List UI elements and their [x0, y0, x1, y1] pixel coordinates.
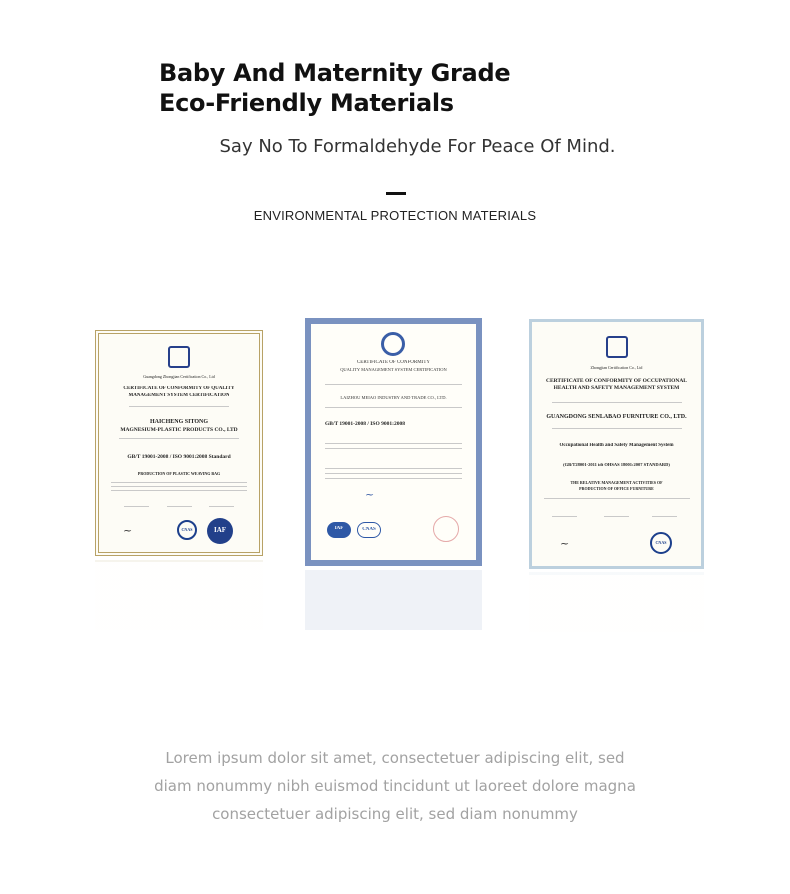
headline-line-2: Eco-Friendly Materials	[159, 89, 454, 117]
signature: ~	[560, 537, 570, 550]
cnas-seal-icon: CNAS	[650, 532, 672, 554]
paragraph-line-1: Lorem ipsum dolor sit amet, consectetuer adipiscing elit, sed	[165, 749, 625, 767]
signature: ~	[123, 524, 133, 537]
iaf-seal-icon: IAF	[327, 522, 351, 538]
cnas-seal-icon: CNAS	[177, 520, 197, 540]
certificate-title-line-1: CERTIFICATE OF CONFORMITY OF QUALITY	[123, 386, 235, 391]
certificate-company-line-1: HAICHENG SITONG	[149, 419, 209, 425]
certificate-reflection-3	[529, 572, 704, 632]
certificate-title-line-2: QUALITY MANAGEMENT SYSTEM CERTIFICATION	[340, 367, 447, 372]
divider-dash	[386, 192, 406, 195]
certificate-standard: GB/T 19001-2008 / ISO 9001:2008	[325, 421, 405, 427]
certificate-issuer: Zhongjian Certification Co., Ltd	[590, 365, 643, 370]
emblem-icon	[381, 332, 405, 356]
certification-logo-icon	[168, 346, 190, 368]
headline	[159, 58, 639, 118]
certificate-reflection-2	[305, 570, 482, 630]
certificate-standard: GB/T 19001-2008 / ISO 9001:2008 Standard	[127, 454, 231, 460]
certificate-title-line-1: CERTIFICATE OF CONFORMITY	[356, 360, 431, 365]
certificate-scope-line-2: PRODUCTION OF OFFICE FURNITURE	[579, 486, 654, 491]
certificate-scope: THE RELATIVE MANAGEMENT ACTIVITIES OF	[570, 480, 663, 485]
certificate-system: Occupational Health and Safety Management System	[559, 443, 674, 448]
headline-line-1: Baby And Maternity Grade	[159, 59, 511, 87]
subtitle: Say No To Formaldehyde For Peace Of Mind.	[219, 136, 616, 157]
certificate-ohsas-3	[529, 319, 704, 569]
certificate-title-line-1: CERTIFICATE OF CONFORMITY OF OCCUPATIONAL	[546, 378, 687, 384]
certificate-scope: PRODUCTION OF PLASTIC WEAVING BAG	[137, 471, 221, 476]
certificate-issuer: Guangdong Zhongjian Certification Co., Ltd	[143, 374, 215, 379]
section-caption: ENVIRONMENTAL PROTECTION MATERIALS	[253, 208, 537, 223]
certificate-title-line-2: HEALTH AND SAFETY MANAGEMENT SYSTEM	[553, 385, 680, 391]
certificate-company-line-1: LAIZHOU MEIAO INDUSTRY AND TRADE CO., LTD.	[340, 395, 447, 400]
certificate-quality-1	[95, 330, 263, 556]
certificate-quality-2	[305, 318, 482, 566]
certificate-title-line-2: MANAGEMENT SYSTEM CERTIFICATION	[128, 393, 230, 398]
cnas-seal-icon: CNAS	[357, 522, 381, 538]
certificate-standard: (GB/T28001-2011 idt OHSAS 18001:2007 STANDARD)	[563, 462, 670, 467]
certificate-company-line-2: MAGNESIUM-PLASTIC PRODUCTS CO., LTD	[120, 427, 238, 433]
paragraph-line-3: consectetuer adipiscing elit, sed diam nonummy	[212, 805, 578, 823]
description-paragraph	[100, 744, 690, 828]
red-stamp-icon	[433, 516, 459, 542]
signature: ~	[365, 488, 375, 501]
certificate-reflection-1	[95, 560, 263, 630]
certification-logo-icon	[606, 336, 628, 358]
certificate-company-line-1: GUANGDONG SENLABAO FURNITURE CO., LTD.	[546, 414, 687, 420]
paragraph-line-2: diam nonummy nibh euismod tincidunt ut laoreet dolore magna	[154, 777, 636, 795]
iaf-seal-icon: IAF	[207, 518, 233, 544]
